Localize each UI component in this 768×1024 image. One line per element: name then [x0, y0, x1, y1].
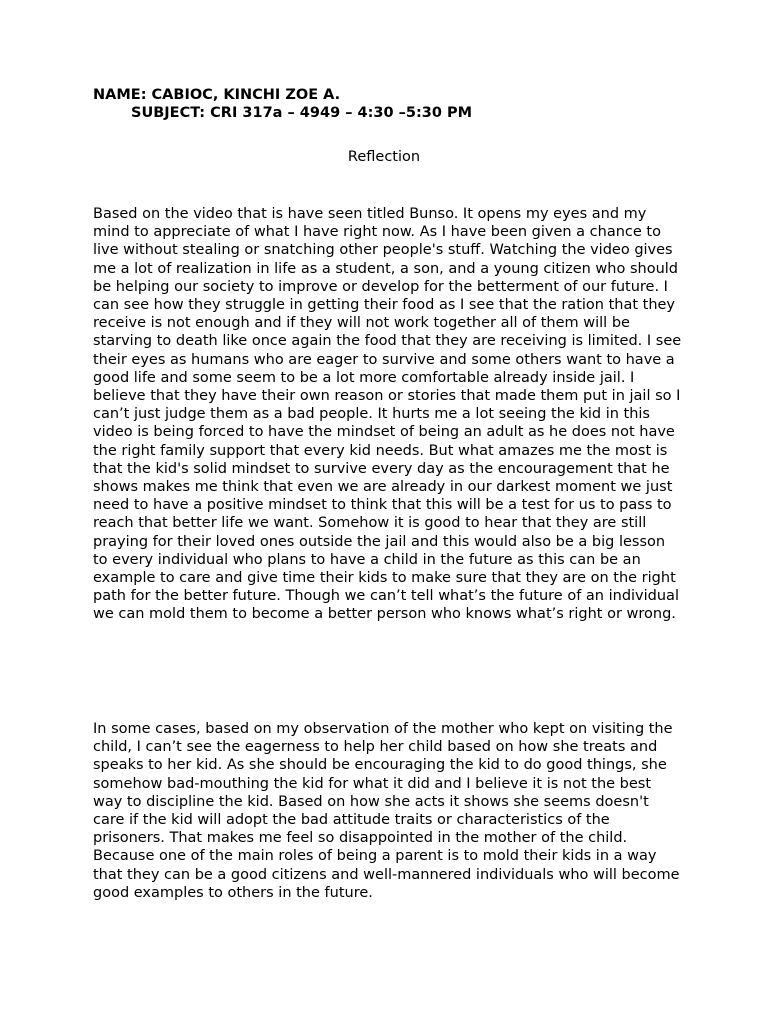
paragraph-1: Based on the video that is have seen titled Bunso. It opens my eyes and my mind to appreciate of what I have right now. As I have been given a chance to live without stealing or snatching other people's stuff. Watching the video gives me a lot of realization in life as a student, a son, and a young citizen who should be helping our society to improve or develop for the betterment of our future. I can see how they struggle in getting their food as I see that the ration that they receive is not enough and if they will not work together all of them will be starving to death like once again the food that they are receiving is limited. I see their eyes as humans who are eager to survive and some others want to have a good life and some seem to be a lot more comfortable already inside jail. I believe that they have their own reason or stories that made them put in jail so I can’t just judge them as a bad people. It hurts me a lot seeing the kid in this video is being forced to have the mindset of being an adult as he does not have the right family support that every kid needs. But what amazes me the most is that the kid's solid mindset to survive every day as the encouragement that he shows makes me think that even we are already in our darkest moment we just need to have a positive mindset to think that this will be a test for us to pass to reach that better life we want. Somehow it is good to hear that they are still praying for their loved ones outside the jail and this would also be a big lesson to every individual who plans to have a child in the future as this can be an example to care and give time their kids to make sure that they are on the right path for the better future. Though we can’t tell what’s the future of an individual we can mold them to become a better person who knows what’s right or wrong. — [93, 206, 682, 623]
paragraph-2: In some cases, based on my observation of the mother who kept on visiting the child, I can’t see the eagerness to help her child based on how she treats and speaks to her kid. As she should be encouraging the kid to do good things, she somehow bad-mouthing the kid for what it did and I believe it is not the best way to discipline the kid. Based on how she acts it shows she seems doesn't care if the kid will adopt the bad attitude traits or characteristics of the prisoners. That makes me feel so disappointed in the mother of the child. Because one of the main roles of being a parent is to mold their kids in a way that they can be a good citizens and well-mannered individuals who will become good examples to others in the future. — [93, 721, 680, 901]
document-header — [93, 86, 693, 122]
document-title: Reflection — [347, 149, 421, 165]
student-name: NAME: CABIOC, KINCHI ZOE A. — [93, 87, 341, 103]
subject-info: SUBJECT: CRI 317a – 4949 – 4:30 –5:30 PM — [131, 105, 473, 121]
